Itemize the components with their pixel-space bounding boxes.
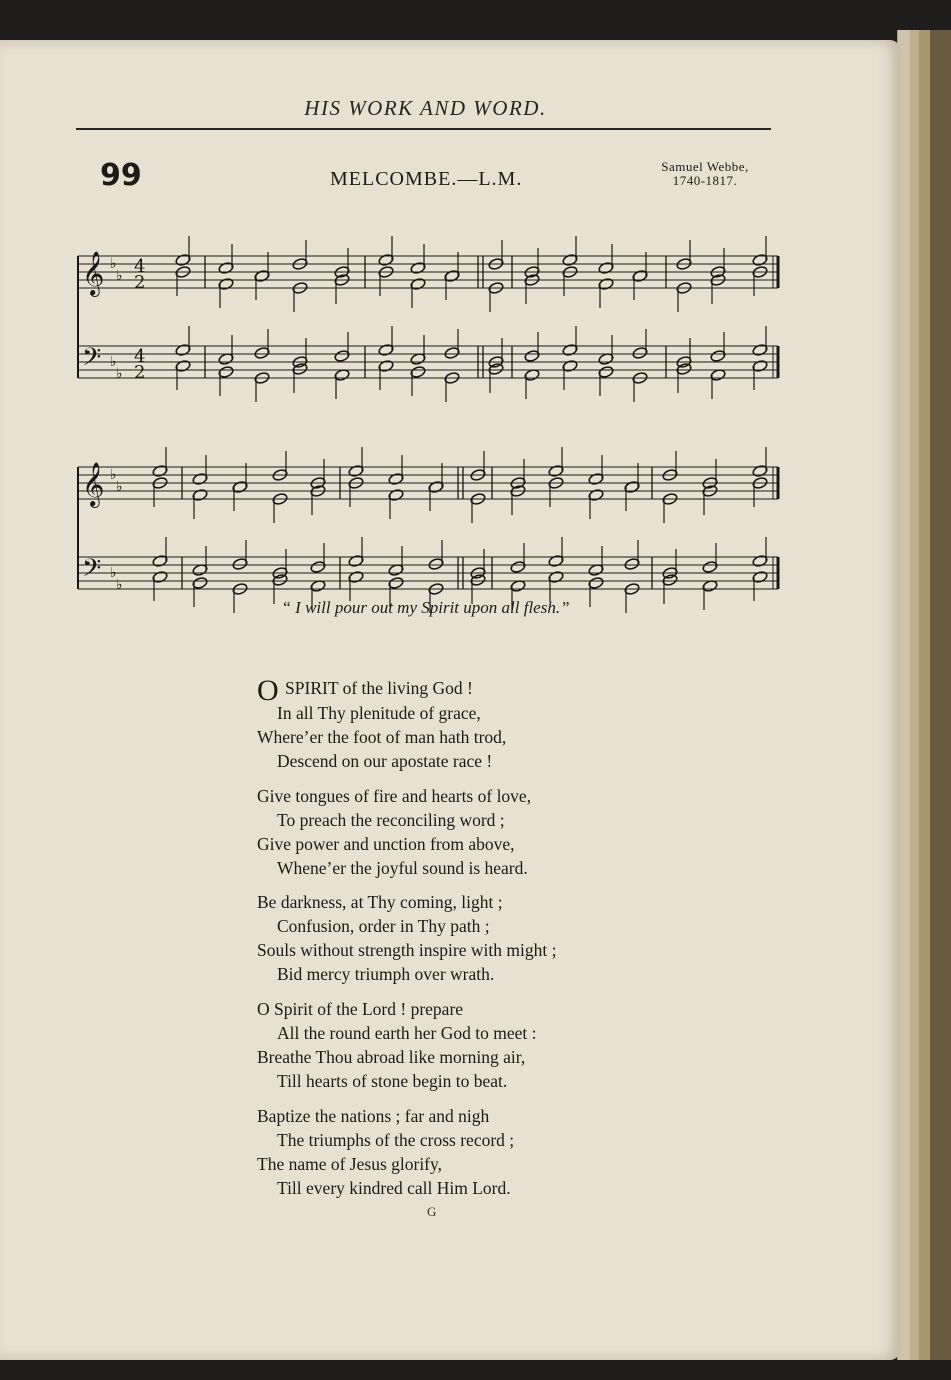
time-signature: 2 — [134, 362, 146, 383]
stanza-line: Give tongues of fire and hearts of love, — [257, 786, 532, 806]
stanza-line: In all Thy plenitude of grace, — [277, 703, 481, 723]
stanza-line: Descend on our apostate race ! — [277, 751, 493, 771]
key-signature-flat: ♭ — [116, 366, 123, 382]
stanza-line: Breathe Thou abroad like morning air, — [257, 1047, 526, 1067]
bass-clef: 𝄢 — [82, 554, 102, 589]
key-signature-flat: ♭ — [116, 268, 123, 284]
composer-dates: 1740-1817. — [672, 173, 738, 188]
stanza-line: To preach the reconciling word ; — [277, 810, 505, 830]
running-head: HIS WORK AND WORD. — [304, 96, 547, 120]
epigraph: “ I will pour out my Spirit upon all flesh.” — [281, 598, 570, 617]
stanza-line: Souls without strength inspire with might ; — [257, 940, 557, 960]
key-signature-flat: ♭ — [110, 354, 117, 370]
key-signature-flat: ♭ — [116, 577, 123, 593]
stanza-3 — [257, 890, 556, 986]
stanza-line: Bid mercy triumph over wrath. — [277, 964, 495, 984]
stanza-line: Give power and unction from above, — [257, 834, 515, 854]
tune-name: MELCOMBE.—L.M. — [330, 168, 523, 190]
page-signature: G — [427, 1204, 437, 1219]
stanza-line: The name of Jesus glorify, — [257, 1154, 442, 1174]
key-signature-flat: ♭ — [110, 565, 117, 581]
stanza-line: Baptize the nations ; far and nigh — [257, 1106, 490, 1126]
composer-name: Samuel Webbe, — [661, 159, 749, 174]
stanza-line: Till every kindred call Him Lord. — [277, 1178, 511, 1198]
hymn-number: 99 — [100, 158, 142, 193]
stanza-5 — [257, 1104, 514, 1200]
stanza-1 — [257, 676, 506, 773]
key-signature-flat: ♭ — [110, 256, 117, 272]
stanza-line: O Spirit of the Lord ! prepare — [257, 999, 464, 1019]
stanza-line: The triumphs of the cross record ; — [277, 1130, 515, 1150]
time-signature: 4 — [134, 346, 146, 367]
treble-clef: 𝄞 — [82, 251, 105, 295]
stanza-line: Till hearts of stone begin to beat. — [277, 1071, 508, 1091]
key-signature-flat: ♭ — [116, 479, 123, 495]
drop-cap: O — [257, 674, 279, 707]
stanza-line: SPIRIT of the living God ! — [280, 678, 473, 698]
treble-clef: 𝄞 — [82, 462, 105, 506]
stanza-line: Be darkness, at Thy coming, light ; — [257, 892, 503, 912]
time-signature: 2 — [134, 272, 146, 293]
stanza-2 — [257, 784, 531, 880]
key-signature-flat: ♭ — [110, 467, 117, 483]
bass-clef: 𝄢 — [82, 343, 102, 378]
stanza-line: Where’er the foot of man hath trod, — [257, 727, 507, 747]
time-signature: 4 — [134, 256, 146, 277]
stanza-4 — [257, 997, 537, 1093]
stanza-line: Confusion, order in Thy path ; — [277, 916, 490, 936]
stanza-line: Whene’er the joyful sound is heard. — [277, 858, 528, 878]
stanza-line: All the round earth her God to meet : — [277, 1023, 537, 1043]
